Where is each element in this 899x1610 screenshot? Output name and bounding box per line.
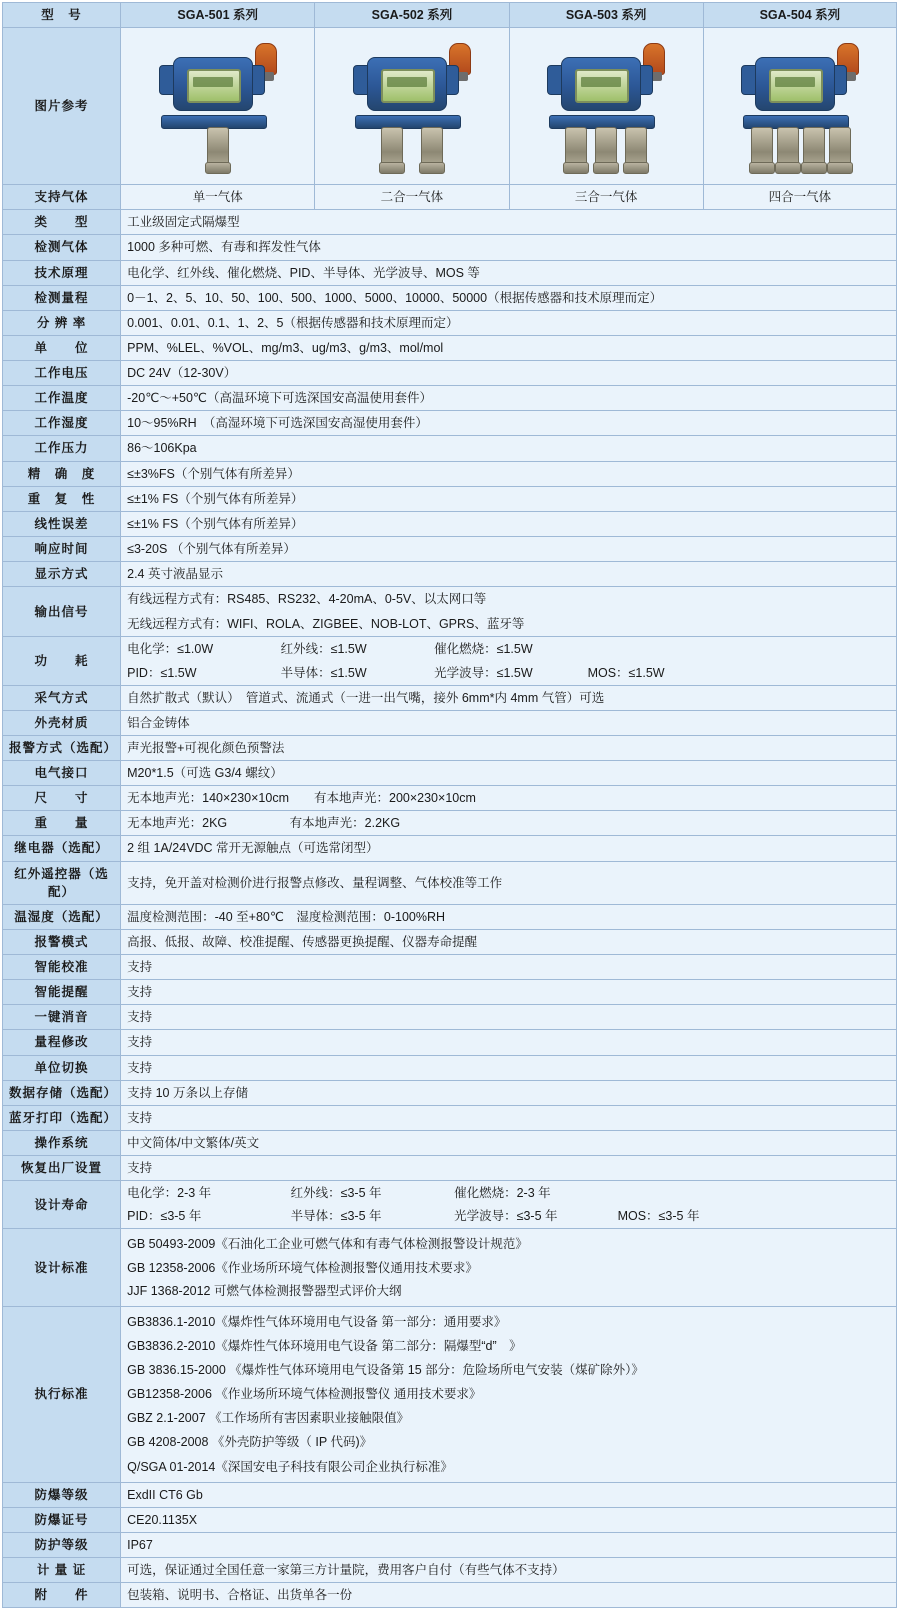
row-value-alarm-type: 声光报警+可视化颜色预警法 — [121, 735, 897, 760]
row-label-ip-rating: 防护等级 — [3, 1532, 121, 1557]
table-row — [3, 1507, 897, 1532]
table-row — [3, 1055, 897, 1080]
lifespan-semiconductor: 半导体：≤3-5 年 — [290, 1209, 382, 1224]
row-value-os: 中文简体/中文繁体/英文 — [121, 1130, 897, 1155]
row-label-pressure: 工作压力 — [3, 436, 121, 461]
table-row — [3, 735, 897, 760]
row-label-accuracy: 精 确 度 — [3, 461, 121, 486]
product-image-2 — [315, 28, 509, 185]
table-row — [3, 1105, 897, 1130]
row-label-humidity: 工作湿度 — [3, 411, 121, 436]
power-line-1 — [127, 640, 890, 658]
table-row-gas-support — [3, 185, 897, 210]
row-label-exec-standard: 执行标准 — [3, 1306, 121, 1482]
power-electrochemical: 电化学：≤1.0W — [127, 642, 214, 657]
row-value-one-key-mute: 支持 — [121, 1005, 897, 1030]
row-value-detect-gas: 1000 多种可燃、有毒和挥发性气体 — [121, 235, 897, 260]
row-label-unit-switch: 单位切换 — [3, 1055, 121, 1080]
table-row — [3, 235, 897, 260]
row-value-range-edit: 支持 — [121, 1030, 897, 1055]
row-value-smart-reminder: 支持 — [121, 980, 897, 1005]
model-header-3: SGA-503 系列 — [509, 3, 703, 28]
table-row — [3, 955, 897, 980]
row-label-size: 尺 寸 — [3, 786, 121, 811]
lifespan-optical-waveguide: 光学波导：≤3-5 年 — [454, 1209, 558, 1224]
row-value-technology: 电化学、红外线、催化燃烧、PID、半导体、光学波导、MOS 等 — [121, 260, 897, 285]
row-label-image-reference: 图片参考 — [3, 28, 121, 185]
lifespan-line-2 — [127, 1207, 890, 1225]
row-value-bluetooth-print: 支持 — [121, 1105, 897, 1130]
table-row — [3, 310, 897, 335]
row-value-design-standard — [121, 1229, 897, 1306]
model-header-1: SGA-501 系列 — [121, 3, 315, 28]
power-semiconductor: 半导体：≤1.5W — [280, 665, 367, 680]
table-row — [3, 904, 897, 929]
output-signal-wired: 有线远程方式有：RS485、RS232、4-20mA、0-5V、以太网口等 — [127, 592, 487, 607]
table-row — [3, 1482, 897, 1507]
row-label-housing: 外壳材质 — [3, 710, 121, 735]
row-label-alarm-mode: 报警模式 — [3, 929, 121, 954]
row-label-model: 型 号 — [3, 3, 121, 28]
table-row — [3, 1583, 897, 1608]
gas-detector-icon-3 — [531, 31, 681, 181]
row-value-exec-standard — [121, 1306, 897, 1482]
lifespan-mos: MOS：≤3-5 年 — [617, 1209, 700, 1224]
table-row — [3, 436, 897, 461]
row-label-factory-reset: 恢复出厂设置 — [3, 1156, 121, 1181]
row-label-design-standard: 设计标准 — [3, 1229, 121, 1306]
row-label-ex-rating: 防爆等级 — [3, 1482, 121, 1507]
table-row — [3, 210, 897, 235]
gas-detector-icon-1 — [143, 31, 293, 181]
table-row — [3, 1005, 897, 1030]
row-label-gas-support: 支持气体 — [3, 185, 121, 210]
row-value-power — [121, 637, 897, 685]
row-value-temperature: -20℃～+50℃（高温环境下可选深国安高温使用套件） — [121, 386, 897, 411]
table-row — [3, 461, 897, 486]
gas-detector-icon-4 — [725, 31, 875, 181]
row-value-temp-humidity-option: 温度检测范围：-40 至+80℃ 湿度检测范围：0-100%RH — [121, 904, 897, 929]
table-row — [3, 562, 897, 587]
row-label-technology: 技术原理 — [3, 260, 121, 285]
row-label-temp-humidity-option: 温湿度（选配） — [3, 904, 121, 929]
row-label-range: 检测量程 — [3, 285, 121, 310]
lifespan-infrared: 红外线：≤3-5 年 — [290, 1186, 382, 1201]
row-value-type: 工业级固定式隔爆型 — [121, 210, 897, 235]
specification-table — [2, 2, 897, 1608]
row-value-sampling: 自然扩散式（默认） 管道式、流通式（一进一出气嘴，接外 6mm*内 4mm 气管）可选 — [121, 685, 897, 710]
row-value-lifespan — [121, 1181, 897, 1229]
table-row-lifespan — [3, 1181, 897, 1229]
table-row — [3, 685, 897, 710]
table-row — [3, 1030, 897, 1055]
table-row — [3, 335, 897, 360]
row-label-metrology-cert: 计 量 证 — [3, 1558, 121, 1583]
table-row — [3, 761, 897, 786]
table-row — [3, 285, 897, 310]
exec-standard-line-5: GBZ 2.1-2007 《工作场所有害因素职业接触限值》 — [127, 1411, 410, 1426]
exec-standard-line-6: GB 4208-2008 《外壳防护等级（ IP 代码)》 — [127, 1435, 373, 1450]
row-value-factory-reset: 支持 — [121, 1156, 897, 1181]
product-image-1 — [121, 28, 315, 185]
model-header-2: SGA-502 系列 — [315, 3, 509, 28]
table-row — [3, 1080, 897, 1105]
table-row-design-standard — [3, 1229, 897, 1306]
table-row-power — [3, 637, 897, 685]
exec-standard-line-2: GB3836.2-2010《爆炸性气体环境用电气设备 第二部分：隔爆型“d” 》 — [127, 1338, 522, 1353]
row-value-ex-certificate: CE20.1135X — [121, 1507, 897, 1532]
table-row-exec-standard — [3, 1306, 897, 1482]
row-label-unit: 单 位 — [3, 335, 121, 360]
table-row-header — [3, 3, 897, 28]
row-label-resolution: 分 辨 率 — [3, 310, 121, 335]
power-catalytic: 催化燃烧：≤1.5W — [434, 642, 533, 657]
table-row — [3, 861, 897, 904]
row-value-ex-rating: ExdII CT6 Gb — [121, 1482, 897, 1507]
table-row — [3, 786, 897, 811]
row-value-data-storage: 支持 10 万条以上存储 — [121, 1080, 897, 1105]
row-value-smart-calibration: 支持 — [121, 955, 897, 980]
table-row — [3, 536, 897, 561]
table-row — [3, 1558, 897, 1583]
row-label-data-storage: 数据存储（选配） — [3, 1080, 121, 1105]
product-image-3 — [509, 28, 703, 185]
row-label-smart-reminder: 智能提醒 — [3, 980, 121, 1005]
table-row — [3, 1156, 897, 1181]
power-infrared: 红外线：≤1.5W — [280, 642, 367, 657]
table-row — [3, 929, 897, 954]
output-signal-wireless: 无线远程方式有：WIFI、ROLA、ZIGBEE、NOB-LOT、GPRS、蓝牙等 — [127, 617, 525, 632]
power-line-2 — [127, 664, 890, 682]
table-row — [3, 411, 897, 436]
row-value-humidity: 10～95%RH （高湿环境下可选深国安高湿使用套件） — [121, 411, 897, 436]
row-label-output-signal: 输出信号 — [3, 587, 121, 637]
row-label-smart-calibration: 智能校准 — [3, 955, 121, 980]
row-value-accuracy: ≤±3%FS（个别气体有所差异） — [121, 461, 897, 486]
row-label-os: 操作系统 — [3, 1130, 121, 1155]
row-value-linearity: ≤±1% FS（个别气体有所差异） — [121, 511, 897, 536]
row-value-relay: 2 组 1A/24VDC 常开无源触点（可选常闭型） — [121, 836, 897, 861]
row-value-resolution: 0.001、0.01、0.1、1、2、5（根据传感器和技术原理而定） — [121, 310, 897, 335]
row-value-unit-switch: 支持 — [121, 1055, 897, 1080]
table-row — [3, 486, 897, 511]
row-label-lifespan: 设计寿命 — [3, 1181, 121, 1229]
table-row — [3, 386, 897, 411]
gas-detector-icon-2 — [337, 31, 487, 181]
row-value-size: 无本地声光：140×230×10cm 有本地声光：200×230×10cm — [121, 786, 897, 811]
row-label-temperature: 工作温度 — [3, 386, 121, 411]
row-value-voltage: DC 24V（12-30V） — [121, 361, 897, 386]
row-label-display: 显示方式 — [3, 562, 121, 587]
table-row-images — [3, 28, 897, 185]
row-value-electrical-interface: M20*1.5（可选 G3/4 螺纹） — [121, 761, 897, 786]
row-value-metrology-cert: 可选，保证通过全国任意一家第三方计量院，费用客户自付（有些气体不支持） — [121, 1558, 897, 1583]
row-value-output-signal — [121, 587, 897, 637]
gas-support-1: 单一气体 — [121, 185, 315, 210]
exec-standard-line-1: GB3836.1-2010《爆炸性气体环境用电气设备 第一部分：通用要求》 — [127, 1314, 507, 1329]
table-row — [3, 1532, 897, 1557]
row-label-voltage: 工作电压 — [3, 361, 121, 386]
table-row — [3, 980, 897, 1005]
row-label-electrical-interface: 电气接口 — [3, 761, 121, 786]
row-label-ex-certificate: 防爆证号 — [3, 1507, 121, 1532]
table-row-output-signal — [3, 587, 897, 637]
row-value-response-time: ≤3-20S （个别气体有所差异） — [121, 536, 897, 561]
table-row — [3, 511, 897, 536]
table-row — [3, 836, 897, 861]
row-label-response-time: 响应时间 — [3, 536, 121, 561]
power-pid: PID：≤1.5W — [127, 665, 197, 680]
row-value-accessories: 包装箱、说明书、合格证、出货单各一份 — [121, 1583, 897, 1608]
power-optical-waveguide: 光学波导：≤1.5W — [434, 665, 533, 680]
lifespan-line-1 — [127, 1184, 890, 1202]
table-row — [3, 710, 897, 735]
table-row — [3, 260, 897, 285]
row-label-type: 类 型 — [3, 210, 121, 235]
exec-standard-line-3: GB 3836.15-2000 《爆炸性气体环境用电气设备第 15 部分：危险场所电气安装（煤矿除外）》 — [127, 1363, 644, 1377]
table-row — [3, 811, 897, 836]
row-label-relay: 继电器（选配） — [3, 836, 121, 861]
row-value-weight: 无本地声光：2KG 有本地声光：2.2KG — [121, 811, 897, 836]
gas-support-2: 二合一气体 — [315, 185, 509, 210]
lifespan-catalytic: 催化燃烧：2-3 年 — [454, 1186, 551, 1201]
row-label-accessories: 附 件 — [3, 1583, 121, 1608]
exec-standard-line-7: Q/SGA 01-2014《深国安电子科技有限公司企业执行标准》 — [127, 1459, 453, 1474]
row-value-range: 0－1、2、5、10、50、100、500、1000、5000、10000、50000（根据传感器和技术原理而定） — [121, 285, 897, 310]
row-label-alarm-type: 报警方式（选配） — [3, 735, 121, 760]
row-value-display: 2.4 英寸液晶显示 — [121, 562, 897, 587]
row-value-pressure: 86～106Kpa — [121, 436, 897, 461]
lifespan-electrochemical: 电化学：2-3 年 — [127, 1186, 212, 1201]
table-row — [3, 1130, 897, 1155]
power-mos: MOS：≤1.5W — [587, 665, 665, 680]
row-label-bluetooth-print: 蓝牙打印（选配） — [3, 1105, 121, 1130]
exec-standard-line-4: GB12358-2006 《作业场所环境气体检测报警仪 通用技术要求》 — [127, 1387, 482, 1402]
row-value-ip-rating: IP67 — [121, 1532, 897, 1557]
row-value-alarm-mode: 高报、低报、故障、校准提醒、传感器更换提醒、仪器寿命提醒 — [121, 929, 897, 954]
gas-support-3: 三合一气体 — [509, 185, 703, 210]
design-standard-line-3: JJF 1368-2012 可燃气体检测报警器型式评价大纲 — [127, 1283, 402, 1298]
row-label-weight: 重 量 — [3, 811, 121, 836]
table-row — [3, 361, 897, 386]
lifespan-pid: PID：≤3-5 年 — [127, 1209, 202, 1224]
row-label-range-edit: 量程修改 — [3, 1030, 121, 1055]
gas-support-4: 四合一气体 — [703, 185, 896, 210]
model-header-4: SGA-504 系列 — [703, 3, 896, 28]
row-label-power: 功 耗 — [3, 637, 121, 685]
row-value-housing: 铝合金铸体 — [121, 710, 897, 735]
row-label-detect-gas: 检测气体 — [3, 235, 121, 260]
row-value-repeatability: ≤±1% FS（个别气体有所差异） — [121, 486, 897, 511]
row-value-unit: PPM、%LEL、%VOL、mg/m3、ug/m3、g/m3、mol/mol — [121, 335, 897, 360]
design-standard-line-1: GB 50493-2009《石油化工企业可燃气体和有毒气体检测报警设计规范》 — [127, 1237, 528, 1252]
product-image-4 — [703, 28, 896, 185]
row-label-repeatability: 重 复 性 — [3, 486, 121, 511]
row-label-linearity: 线性误差 — [3, 511, 121, 536]
row-label-ir-remote: 红外遥控器（选配） — [3, 861, 121, 904]
row-label-sampling: 采气方式 — [3, 685, 121, 710]
row-label-one-key-mute: 一键消音 — [3, 1005, 121, 1030]
row-value-ir-remote: 支持，免开盖对检测价进行报警点修改、量程调整、气体校准等工作 — [121, 861, 897, 904]
design-standard-line-2: GB 12358-2006《作业场所环境气体检测报警仪通用技术要求》 — [127, 1260, 478, 1275]
